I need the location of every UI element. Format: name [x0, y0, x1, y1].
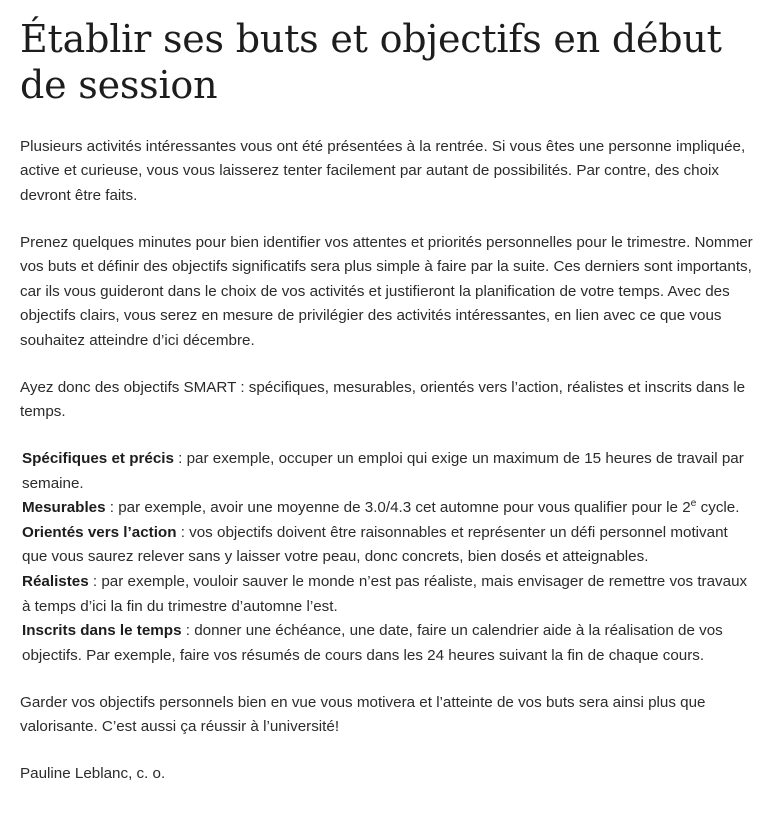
page-title: Établir ses buts et objectifs en début de session — [20, 17, 722, 108]
list-item — [20, 619, 755, 668]
smart-term: Inscrits dans le temps — [22, 622, 182, 640]
smart-text: : par exemple, occuper un emploi qui exige un maximum de 15 heures de travail par semaine. — [22, 449, 744, 492]
smart-text: : par exemple, avoir une moyenne de 3.0/4.3 cet automne pour vous qualifier pour le 2 — [105, 499, 691, 517]
smart-term: Mesurables — [22, 499, 106, 517]
smart-text: : par exemple, vouloir sauver le monde n’est pas réaliste, mais envisager de remettre vos travaux à temps d’ici la fin du trimestre d’automne l’est. — [22, 573, 748, 615]
smart-text: : donner une échéance, une date, faire un calendrier aide à la réalisation de vos objectifs. Par exemple, faire vos résumés de cours dans les 24 heures suivant la fin de chaque cours. — [22, 622, 723, 664]
smart-term: Orientés vers l’action — [22, 523, 177, 541]
list-item — [20, 447, 755, 496]
closing-paragraph: Garder vos objectifs personnels bien en vue vous motivera et l’atteinte de vos buts sera ainsi plus que valorisante. C’est aussi ça réussir à l’université! — [20, 693, 706, 736]
body-paragraph-objectives: Prenez quelques minutes pour bien identifier vos attentes et priorités personnelles pour le trimestre. Nommer vos buts et définir des objectifs significatifs sera plus simple à faire par la suite. Ces derniers sont importants, car ils vous guideront dans le choix de vos activités et justifieront la planification de votre temps. Avec des objectifs clairs, vous serez en mesure de privilégier des activités intéressantes, en lien avec ce que vous souhaitez atteindre d’ici décembre. — [20, 233, 753, 350]
smart-text: : vos objectifs doivent être raisonnables et représenter un défi personnel motivant que vous saurez relever sans y laisser votre peau, donc concrets, bien dosés et atteignables. — [22, 523, 728, 566]
smart-term: Réalistes — [22, 573, 89, 591]
smart-term: Spécifiques et précis — [22, 449, 174, 467]
list-item — [20, 521, 755, 570]
smart-sup: e — [690, 498, 697, 510]
list-item — [20, 570, 755, 619]
list-item — [20, 496, 755, 521]
author-signature: Pauline Leblanc, c. o. — [20, 764, 166, 782]
smart-text-tail: cycle. — [696, 499, 740, 517]
body-paragraph-smart-intro: Ayez donc des objectifs SMART : spécifiques, mesurables, orientés vers l’action, réalistes et inscrits dans le temps. — [20, 378, 746, 421]
intro-paragraph: Plusieurs activités intéressantes vous ont été présentées à la rentrée. Si vous êtes une personne impliquée, active et curieuse, vous vous laisserez tenter facilement par autant de possibilités. Par contre, des choix devront être faits. — [20, 137, 746, 204]
smart-criteria-list — [20, 447, 755, 669]
